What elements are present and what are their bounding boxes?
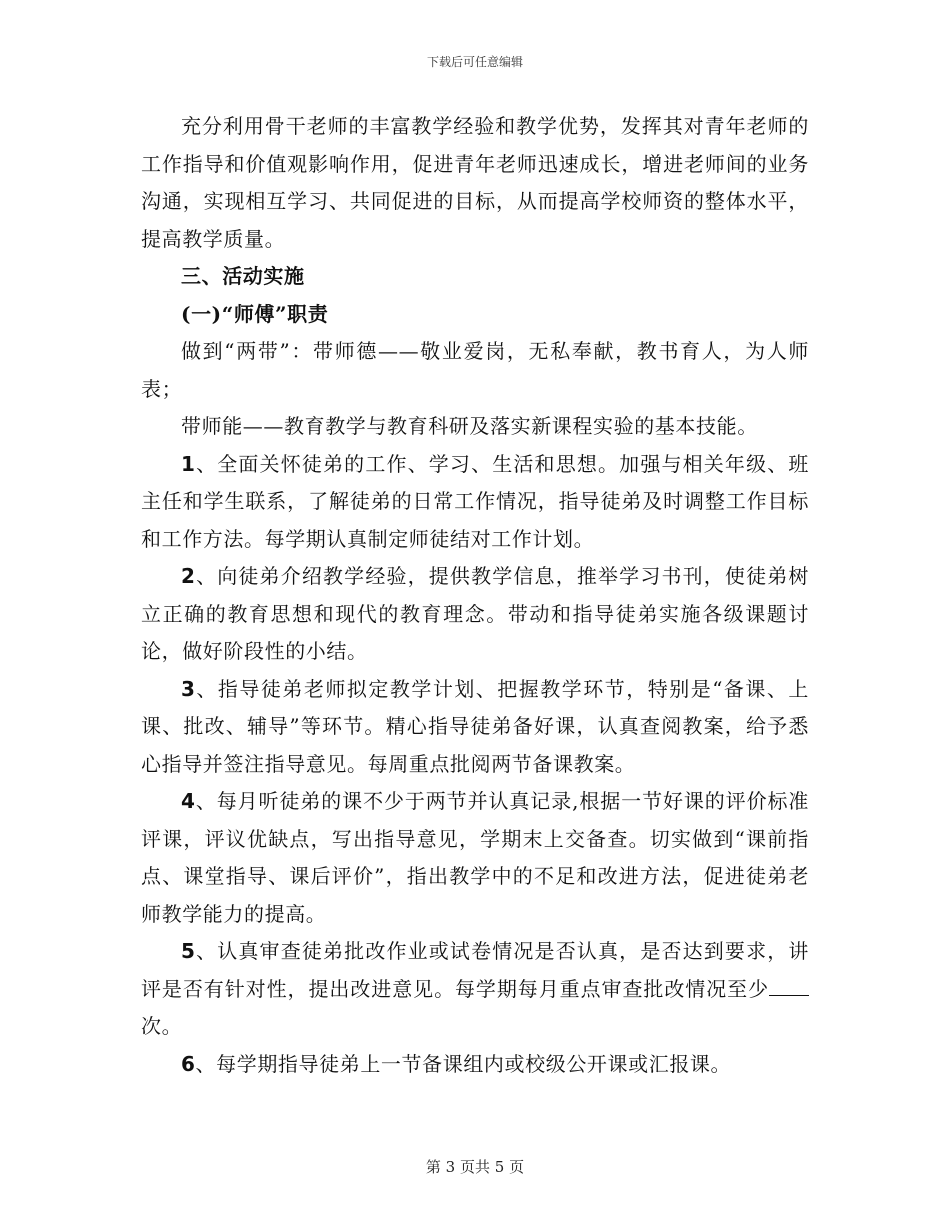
- list-item-text: 、向徒弟介绍教学经验，提供教学信息，推举学习书刊，使徒弟树立正确的教育思想和现代的教育理念。带动和指导徒弟实施各级课题讨论，做好阶段性的小结。: [141, 564, 809, 663]
- document-body: [141, 108, 809, 1083]
- list-item-text: 、全面关怀徒弟的工作、学习、生活和思想。加强与相关年级、班主任和学生联系，了解徒弟的日常工作情况，指导徒弟及时调整工作目标和工作方法。每学期认真制定师徒结对工作计划。: [141, 451, 809, 551]
- list-item-6: [141, 1046, 809, 1084]
- list-item-number: 1: [181, 451, 196, 476]
- list-item-3: [141, 671, 809, 784]
- paragraph-purpose: 充分利用骨干老师的丰富教学经验和教学优势，发挥其对青年老师的工作指导和价值观影响作用，促进青年老师迅速成长，增进老师间的业务沟通，实现相互学习、共同促进的目标，从而提高学校师资的整体水平，提高教学质量。: [141, 114, 809, 251]
- list-item-1: [141, 446, 809, 559]
- list-item-text: 、每学期指导徒弟上一节备课组内或校级公开课或汇报课。: [195, 1051, 732, 1076]
- list-item-number: 3: [181, 676, 196, 701]
- section-heading-activity: 三、活动实施: [181, 264, 305, 288]
- page-number-footer: 第 3 页共 5 页: [425, 1158, 525, 1176]
- list-item-text: 、指导徒弟老师拟定教学计划、把握教学环节，特别是“备课、上课、批改、辅导”等环节。精心指导徒弟备好课，认真查阅教案，给予悉心指导并签注指导意见。每周重点批阅两节备课教案。: [141, 676, 809, 776]
- list-item-5: [141, 933, 809, 1046]
- paragraph-teaching-skills: 带师能——教育教学与教育科研及落实新课程实验的基本技能。: [181, 414, 758, 438]
- fill-in-blank: [769, 977, 809, 996]
- list-item-number: 4: [181, 789, 196, 813]
- list-item-2: [141, 558, 809, 671]
- list-item-text: 、认真审查徒弟批改作业或试卷情况是否认真，是否达到要求，讲评是否有针对性，提出改进意见。每学期每月重点审查批改情况至少: [141, 939, 809, 1001]
- list-item-text-end: 次。: [141, 1014, 183, 1038]
- list-item-number: 6: [181, 1051, 196, 1076]
- list-item-number: 2: [181, 564, 196, 588]
- list-item-text: 、每月听徒弟的课不少于两节并认真记录,根据一节好课的评价标准评课，评议优缺点，写出指导意见，学期末上交备查。切实做到“课前指点、课堂指导、课后评价”，指出教学中的不足和改进方法，促进徒弟老师教学能力的提高。: [141, 789, 809, 926]
- paragraph-two-leads: 做到“两带”：带师德——敬业爱岗，无私奉献，教书育人，为人师表；: [141, 339, 809, 401]
- page-header-note: 下载后可任意编辑: [426, 55, 523, 69]
- list-item-number: 5: [181, 939, 196, 963]
- list-item-4: [141, 783, 809, 933]
- subsection-heading-master-duties: (一)“师傅”职责: [181, 301, 329, 326]
